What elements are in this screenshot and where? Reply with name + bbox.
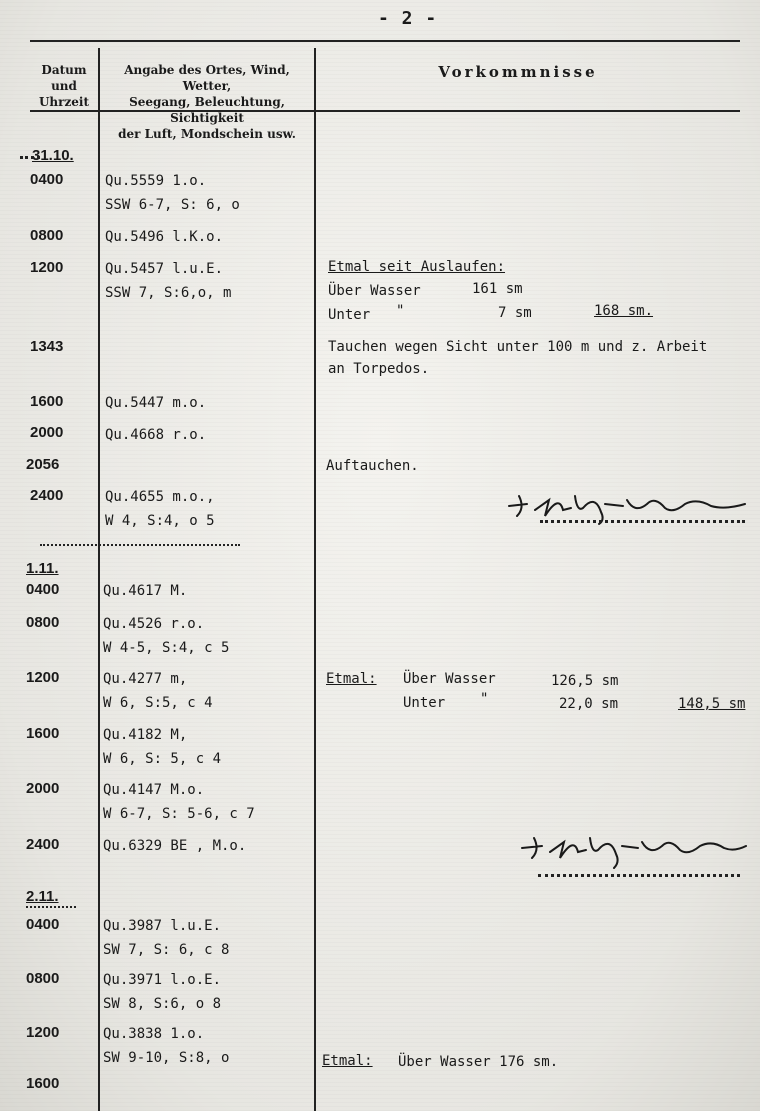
place-entry: Qu.5457 l.u.E. (105, 261, 224, 277)
header-datum-line: und (51, 79, 77, 93)
time-entry: 2000 (30, 424, 64, 441)
signature-mark (518, 828, 750, 872)
header-datum (32, 62, 96, 110)
ditto-mark: " (396, 303, 405, 319)
time-entry: 0400 (26, 581, 60, 598)
place-entry: Qu.4668 r.o. (105, 427, 207, 443)
time-entry: 0800 (30, 227, 64, 244)
time-entry: 0400 (26, 916, 60, 933)
col-divider-2 (314, 48, 316, 1111)
day-separator (40, 544, 240, 546)
weather-entry: W 4, S:4, o 5 (105, 513, 215, 529)
etmal-label: Etmal: (326, 671, 377, 687)
time-entry: 2056 (26, 456, 60, 473)
time-entry: 1600 (30, 393, 64, 410)
place-entry: Qu.4526 r.o. (103, 616, 205, 632)
time-entry: 1200 (30, 259, 64, 276)
weather-entry: SW 7, S: 6, c 8 (103, 942, 230, 958)
time-entry: 1200 (26, 1024, 60, 1041)
weather-entry: W 6, S: 5, c 4 (103, 751, 222, 767)
etmal-label: Etmal: (322, 1053, 373, 1069)
etmal-label: Unter (403, 695, 446, 711)
time-entry: 1343 (30, 338, 64, 355)
date-label: 31.10. (32, 147, 74, 164)
signature-dotted-line (538, 874, 740, 877)
place-entry: Qu.4182 M, (103, 727, 188, 743)
weather-entry: W 6-7, S: 5-6, c 7 (103, 806, 255, 822)
etmal-value: 161 sm (472, 281, 523, 297)
weather-entry: SW 9-10, S:8, o (103, 1050, 230, 1066)
weather-entry: SSW 7, S:6,o, m (105, 285, 232, 301)
time-entry: 2400 (26, 836, 60, 853)
header-angabe-line: Seegang, Beleuchtung, Sichtigkeit (129, 95, 285, 125)
etmal-text: Über Wasser 176 sm. (398, 1054, 559, 1070)
time-entry: 0400 (30, 171, 64, 188)
etmal-value: 126,5 sm (551, 673, 619, 689)
event-text: Auftauchen. (326, 458, 419, 474)
event-text: Tauchen wegen Sicht unter 100 m und z. Arbeit (328, 339, 708, 355)
weather-entry: SSW 6-7, S: 6, o (105, 197, 240, 213)
weather-entry: W 4-5, S:4, c 5 (103, 640, 230, 656)
ditto-mark: " (480, 691, 489, 707)
day-separator (20, 156, 40, 159)
date-label: 2.11. (26, 888, 59, 905)
time-entry: 1600 (26, 725, 60, 742)
day-separator (26, 906, 76, 908)
time-entry: 0800 (26, 970, 60, 987)
place-entry: Qu.5559 1.o. (105, 173, 207, 189)
weather-entry: W 6, S:5, c 4 (103, 695, 213, 711)
etmal-value: 22,0 sm (559, 696, 619, 712)
weather-entry: SW 8, S:6, o 8 (103, 996, 222, 1012)
header-angabe-line: der Luft, Mondschein usw. (118, 127, 296, 141)
place-entry: Qu.6329 BE , M.o. (103, 838, 247, 854)
time-entry: 1600 (26, 1075, 60, 1092)
place-entry: Qu.4617 M. (103, 583, 188, 599)
date-label: 1.11. (26, 560, 59, 577)
event-text: an Torpedos. (328, 361, 430, 377)
etmal-label: Über Wasser (403, 671, 496, 687)
col-divider-1 (98, 48, 100, 1111)
page-number: - 2 - (378, 8, 438, 29)
place-entry: Qu.3987 l.u.E. (103, 918, 222, 934)
header-angabe-line: Angabe des Ortes, Wind, Wetter, (124, 63, 290, 93)
place-entry: Qu.5496 l.K.o. (105, 229, 224, 245)
place-entry: Qu.5447 m.o. (105, 395, 207, 411)
header-vorkommnisse: Vorkommnisse (438, 63, 598, 81)
time-entry: 0800 (26, 614, 60, 631)
etmal-value: 7 sm (498, 305, 532, 321)
etmal-title: Etmal seit Auslaufen: (328, 259, 506, 275)
header-datum-line: Datum (41, 63, 87, 77)
header-angabe (102, 62, 312, 142)
time-entry: 1200 (26, 669, 60, 686)
etmal-total: 148,5 sm (678, 696, 746, 712)
header-datum-line: Uhrzeit (38, 95, 90, 109)
place-entry: Qu.4277 m, (103, 671, 188, 687)
top-rule (30, 40, 740, 42)
signature-dotted-line (540, 520, 745, 523)
time-entry: 2400 (30, 487, 64, 504)
place-entry: Qu.3971 l.o.E. (103, 972, 222, 988)
place-entry: Qu.4655 m.o., (105, 489, 215, 505)
place-entry: Qu.4147 M.o. (103, 782, 205, 798)
time-entry: 2000 (26, 780, 60, 797)
place-entry: Qu.3838 1.o. (103, 1026, 205, 1042)
etmal-total: 168 sm. (594, 303, 654, 319)
etmal-label: Über Wasser (328, 283, 421, 299)
etmal-label: Unter (328, 307, 371, 323)
